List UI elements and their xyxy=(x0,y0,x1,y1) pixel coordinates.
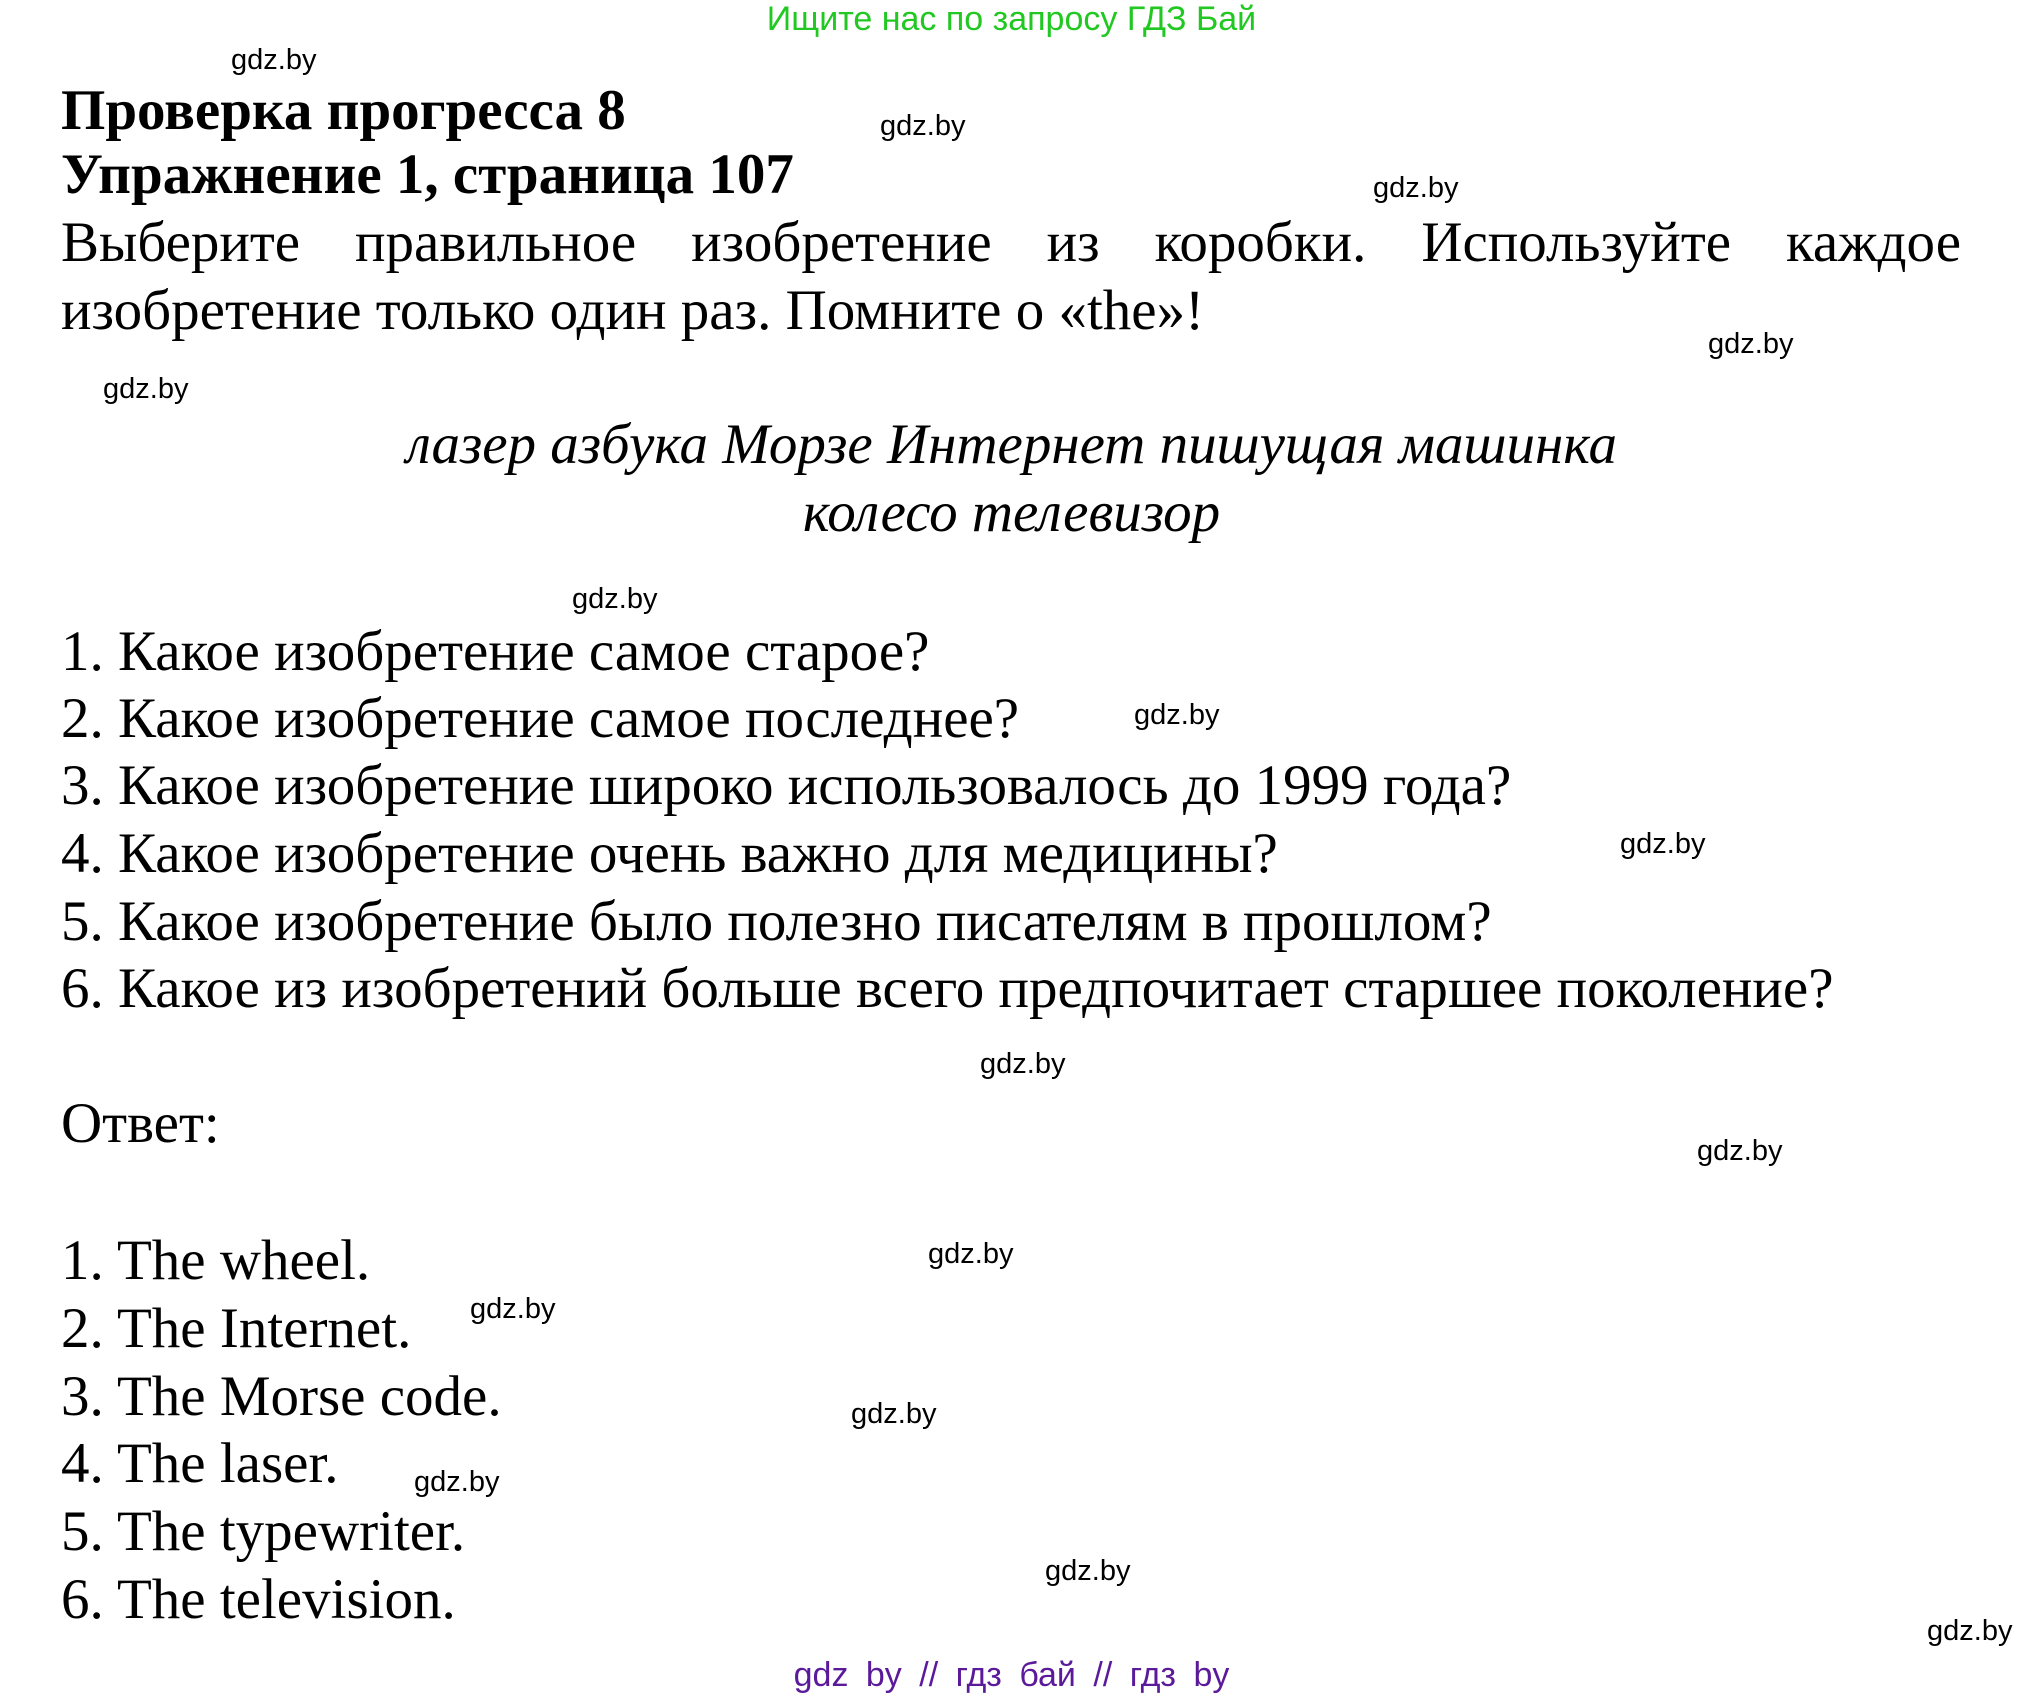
answer-4: 4. The laser. xyxy=(61,1432,339,1495)
watermark: gdz.by xyxy=(1045,1555,1131,1587)
answer-2: 2. The Internet. xyxy=(61,1297,412,1360)
answer-3: 3. The Morse code. xyxy=(61,1365,502,1428)
watermark: gdz.by xyxy=(414,1466,500,1498)
question-4: 4. Какое изобретение очень важно для медицины? xyxy=(61,822,1278,885)
search-banner: Ищите нас по запросу ГДЗ Бай xyxy=(766,0,1257,38)
watermark: gdz.by xyxy=(1697,1135,1783,1167)
answer-label: Ответ: xyxy=(61,1092,220,1155)
question-2: 2. Какое изобретение самое последнее? xyxy=(61,687,1020,750)
watermark: gdz.by xyxy=(1708,328,1794,360)
watermark: gdz.by xyxy=(928,1238,1014,1270)
watermark: gdz.by xyxy=(1373,172,1459,204)
watermark: gdz.by xyxy=(1134,699,1220,731)
watermark: gdz.by xyxy=(880,110,966,142)
answer-5: 5. The typewriter. xyxy=(61,1500,466,1563)
watermark: gdz.by xyxy=(231,44,317,76)
exercise-title: Упражнение 1, страница 107 xyxy=(61,143,794,206)
question-5: 5. Какое изобретение было полезно писателям в прошлом? xyxy=(61,890,1492,953)
page-title: Проверка прогресса 8 xyxy=(61,79,626,142)
watermark: gdz.by xyxy=(572,583,658,615)
question-6: 6. Какое из изобретений больше всего предпочитает старшее поколение? xyxy=(61,957,1834,1020)
question-3: 3. Какое изобретение широко использовалось до 1999 года? xyxy=(61,754,1512,817)
watermark: gdz.by xyxy=(1620,828,1706,860)
word-box-line-2: колесо телевизор xyxy=(802,481,1221,544)
watermark: gdz.by xyxy=(470,1293,556,1325)
instruction-line-1: Выберите правильное изобретение из коробки. Используйте каждое xyxy=(61,211,1961,274)
instruction-line-2: изобретение только один раз. Помните о «the»! xyxy=(61,279,1205,342)
watermark: gdz.by xyxy=(980,1048,1066,1080)
watermark: gdz.by xyxy=(1927,1615,2013,1647)
answer-6: 6. The television. xyxy=(61,1568,456,1631)
answer-1: 1. The wheel. xyxy=(61,1229,371,1292)
word-box-line-1: лазер азбука Морзе Интернет пишущая машинка xyxy=(405,413,1618,476)
watermark: gdz.by xyxy=(851,1398,937,1430)
question-1: 1. Какое изобретение самое старое? xyxy=(61,620,930,683)
watermark: gdz.by xyxy=(103,373,189,405)
footer-links: gdz by // гдз бай // гдз by xyxy=(793,1656,1230,1694)
